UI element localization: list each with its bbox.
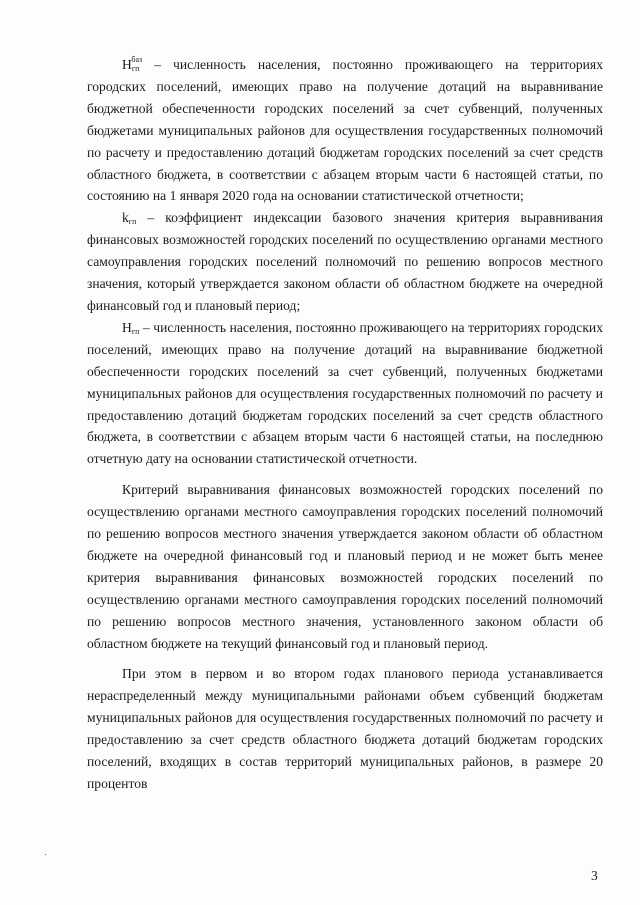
symbol-base: Н — [122, 57, 132, 72]
symbol-base: k — [122, 210, 129, 226]
paragraph-text: – численность населения, постоянно проживающего на территориях городских поселений, имеющих право на получение дотаций на выравнивание бюджетной обеспеченности городских поселений за счет субвенций, полученных бюджетами муниципальных районов для осуществления государственных полномочий по расчету и предоставлению дотаций бюджетам городских поселений за счет средств областного бюджета, в соответствии с абзацем вторым части 6 настоящей статьи, на последнюю отчетную дату на основании статистической отчетности. — [87, 319, 603, 467]
scan-speck — [45, 854, 46, 855]
definition-paragraph-k — [87, 207, 603, 317]
paragraph-text: – численность населения, постоянно проживающего на территориях городских поселений, имеющих право на получение дотаций на выравнивание бюджетной обеспеченности городских поселений за счет субвенций, полученных бюджетами муниципальных районов для осуществления государственных полномочий по расчету и предоставлению дотаций бюджетам городских поселений за счет средств областного бюджета, в соответствии с абзацем вторым части 6 настоящей статьи, по состоянию на 1 января 2020 года на основании статистической отчетности; — [87, 57, 603, 204]
symbol-subscript: гп — [128, 217, 137, 227]
document-body — [87, 54, 603, 795]
paragraph-text: – коэффициент индексации базового значения критерия выравнивания финансовых возможностей городских поселений по осуществлению органами местного самоуправления городских поселений полномочий по решению вопросов местного значения, который утверждается законом области об областном бюджете на очередной финансовый год и плановый период; — [87, 210, 603, 313]
definition-paragraph-n — [87, 317, 603, 470]
body-paragraph-planning-period — [87, 663, 603, 794]
body-paragraph-criterion — [87, 479, 603, 654]
page-number: 3 — [591, 868, 598, 883]
symbol-subscript: гп — [131, 64, 140, 73]
symbol-superscript: баз — [131, 55, 143, 64]
formula-symbol — [122, 57, 142, 72]
symbol-base: Н — [122, 319, 132, 335]
symbol-subscript: гп — [131, 326, 140, 336]
paragraph-text: Критерий выравнивания финансовых возможностей городских поселений по осуществлению органами местного самоуправления городских поселений полномочий по решению вопросов местного значения утверждается законом области об областном бюджете на очередной финансовый год и плановый период и не может быть менее критерия выравнивания финансовых возможностей городских поселений по осуществлению органами местного самоуправления городских поселений полномочий по решению вопросов местного значения, установленного законом области об областном бюджете на текущий финансовый год и плановый период. — [87, 482, 603, 651]
formula-symbol — [122, 320, 139, 335]
formula-symbol — [122, 210, 136, 225]
paragraph-text: При этом в первом и во втором годах планового периода устанавливается нераспределенный между муниципальными районами объем субвенций бюджетам муниципальных районов для осуществления государственных полномочий по расчету и предоставлению за счет средств областного бюджета дотаций бюджетам городских поселений, входящих в состав территорий муниципальных районов, в размере 20 процентов — [87, 666, 603, 791]
definition-paragraph-n-base — [87, 54, 603, 207]
